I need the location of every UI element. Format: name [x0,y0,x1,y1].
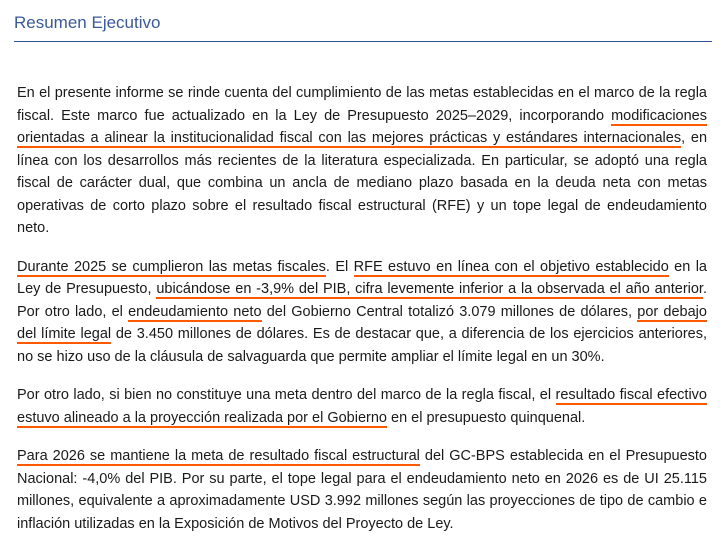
text-segment: En el presente informe se rinde cuenta del cumplimiento de las metas establecidas en el marco de la regla fiscal. Este marco fue actualizado en la Ley de Presupuesto 2025–2029, incorporando [17,85,707,124]
paragraph-fiscal-result [17,384,707,429]
paragraph-intro [17,82,707,240]
highlighted-text: Durante 2025 se cumplieron las metas fiscales [17,258,326,275]
text-segment: . El [325,258,354,275]
text-segment: . Por otro lado, el [17,281,707,320]
text-segment: de 3.450 millones de dólares. Es de destacar que, a diferencia de los ejercicios anteriores, no se hizo uso de la cláusula de salvaguarda que permite ampliar el límite legal en un 30%. [17,326,708,365]
highlighted-text: resultado fiscal efectivo estuvo alineado a la proyección realizada por el Gobierno [17,387,707,426]
text-segment: del Gobierno Central totalizó 3.079 millones de dólares, [261,303,638,320]
text-segment: en la Ley de Presupuesto, [17,258,707,297]
section-header [14,12,712,42]
text-segment: , en línea con los desarrollos más recientes de la literatura especializada. En particular, se adoptó una regla fiscal de carácter dual, que combina un ancla de mediano plazo basada en la deuda neta con metas operativas de corto plazo sobre el resultado fiscal estructural (RFE) y un tope legal de endeudamiento neto. [17,130,708,236]
highlighted-text: Para 2026 se mantiene la meta de resultado fiscal estructural [17,448,420,464]
text-segment: Por otro lado, si bien no constituye una meta dentro del marco de la regla fiscal, el [17,387,556,403]
paragraph-2025-results [17,256,707,369]
document-body [17,82,707,551]
highlighted-text: RFE estuvo en línea con el objetivo establecido [353,258,669,275]
highlighted-text: endeudamiento neto [128,303,262,320]
section-title: Resumen Ejecutivo [14,13,161,32]
text-segment: del GC-BPS establecida en el Presupuesto Nacional: -4,0% del PIB. Por su parte, el tope legal para el endeudamiento neto en 2026 es de UI 25.115 millones, equivalente a aproximadamente USD 3.992 millones según las proyecciones de tipo de cambio e inflación utilizadas en la Exposición de Motivos del Proyecto de Ley. [17,448,707,532]
text-segment: en el presupuesto quinquenal. [386,409,586,426]
highlighted-text: por debajo del límite legal [17,303,707,342]
highlighted-text: ubicándose en -3,9% del PIB, cifra levemente inferior a la observada el año anterior [156,281,703,297]
paragraph-2026-target [17,445,707,535]
highlighted-text: modificaciones orientadas a alinear la institucionalidad fiscal con las mejores prácticas y estándares internacionales [17,107,707,146]
